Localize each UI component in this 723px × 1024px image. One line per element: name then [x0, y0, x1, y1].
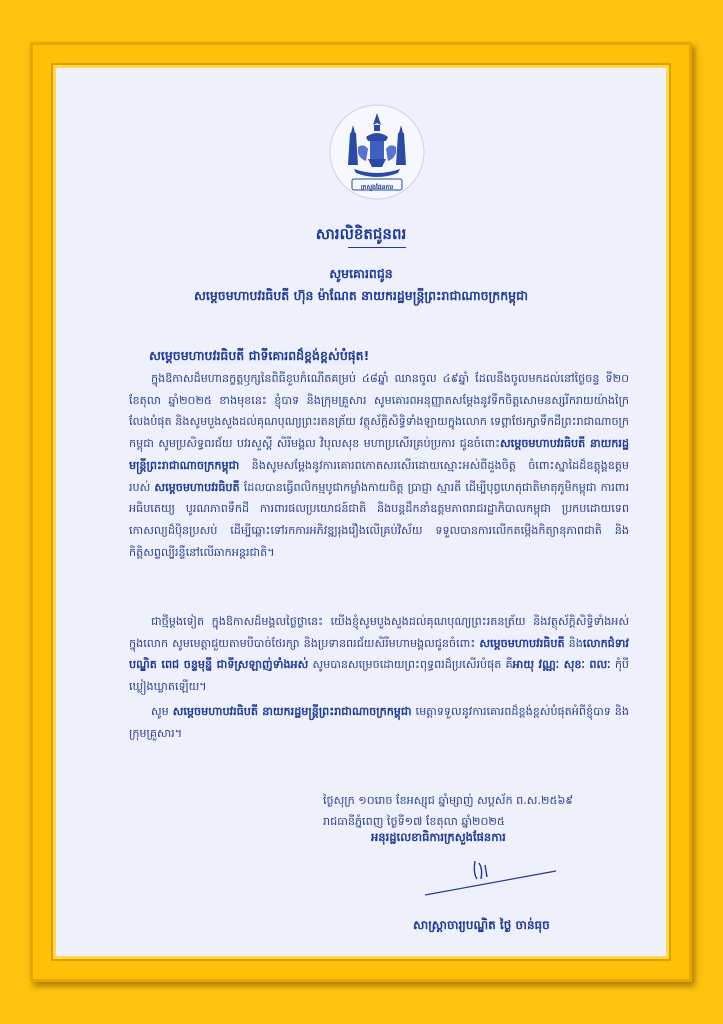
solar-date: រាជធានីភ្នំពេញ ថ្ងៃទី១៧ ខែតុលា ឆ្នាំ២០២៥ — [323, 815, 505, 828]
paragraph-3-text-c: មេត្តាទទួលនូវការគោរពដ៏ខ្ពង់ខ្ពស់បំផុតអំពីខ្ញុំបាទ និងក្រុមគ្រួសារ។ — [129, 705, 629, 740]
paragraph-2 — [129, 611, 629, 698]
paragraph-2-text-a: ជាថ្មីម្ដងទៀត ក្នុងឱកាសដ៏មង្គលថ្លៃថ្លានេះ យើងខ្ញុំសូមបួងសួងដល់គុណបុណ្យព្រះរតនត្រ័យ និងវត្ថុស័ក្ដិសិទ្ធិទាំងអស់ក្នុងលោក សូមមេត្តាជួយតាមបីបាច់ថែរក្សា និងប្រទានពរជ័យសិរីមហាមង្គលជូនចំពោះ — [129, 615, 629, 650]
salutation: សូមគោរពជូន — [329, 266, 393, 281]
date-block — [323, 790, 653, 832]
paragraph-2-bold-name: សម្ដេចមហាបវរធិបតី — [479, 636, 565, 650]
addressee: សម្ដេចមហាបវរធិបតី ហ៊ុន ម៉ាណែត នាយករដ្ឋមន្ត្រីព្រះរាជាណាចក្រកម្ពុជា — [194, 288, 528, 303]
signatory-office: អនុរដ្ឋលេខាធិការក្រសួងផែនការ — [371, 830, 506, 844]
paragraph-1-bold-name: សម្ដេចមហាបវរធិបតី — [154, 480, 240, 494]
gold-outer-frame — [30, 42, 692, 982]
paragraph-2-text-g: កុំបីឃ្លៀងឃ្លាតឡើយ។ — [129, 658, 630, 694]
paragraph-2-bold-spouse: លោកជំទាវបណ្ឌិត ពេជ ចន្ទមុន្នី ជាទីស្រឡាញ់ទាំងអស់ — [129, 636, 629, 672]
paragraph-1-text-a: ក្នុងឱកាសដ៏មហានក្ខត្តឫក្សនៃពិធីខួបកំណើតគម្រប់ ៤៨ឆ្នាំ ឈានចូល ៤៩ឆ្នាំ ដែលនឹងចូលមកដល់នៅថ្ងៃចន្ទ ទី២០ ខែតុលា ឆ្នាំ២០២៥ ខាងមុខនេះ ខ្ញុំបាទ និងក្រុមគ្រួសារ សូមគោរពអនុញ្ញាតសម្ដែងនូវទឹកចិត្តសោមនស្សរីករាយយ៉ាងក្រៃលែងបំផុត និងសូមបួងសួងដល់គុណបុណ្យព្រះរតនត្រ័យ វត្ថុស័ក្ដិសិទ្ធិទាំងឡាយក្នុងលោក ទេព្ដាថែរក្សាទឹកដីព្រះរាជាណាចក្រកម្ពុជា សូមប្រសិទ្ធពរជ័យ បវរសួស្ដី សិរីមង្គល វិបុលសុខ មហាប្រសើរគ្រប់ប្រការ ជូនចំពោះ — [129, 372, 629, 451]
letter-paper — [51, 63, 671, 961]
paragraph-2-bold-blessings: អាយុ វណ្ណៈ សុខៈ ពលៈ — [512, 658, 611, 672]
paragraph-3 — [129, 701, 629, 744]
paragraph-3-bold-title: សម្ដេចមហាបវរធិបតី នាយករដ្ឋមន្ត្រីព្រះរាជាណាចក្រកម្ពុជា — [172, 705, 412, 718]
emblem-caption: ក្រសួងផែនការ — [360, 184, 394, 191]
greeting: សម្ដេចមហាបវរធិបតី ជាទីគោរពដ៏ខ្ពង់ខ្ពស់បំផុត! — [149, 348, 370, 363]
paragraph-1-bold-title: សម្ដេចមហាបវរធិបតី នាយករដ្ឋមន្ត្រីព្រះរាជាណាចក្រកម្ពុជា — [129, 437, 629, 472]
paragraph-1-text-c: និងសូមសម្ដែងនូវការគោរពកោតសរសើរដោយស្មោះអស់ពីដួងចិត្ត ចំពោះស្នាដៃដ៏ឧត្ដុង្គឧត្ដមរបស់ — [129, 458, 629, 494]
paragraph-3-text-a: សូម — [151, 705, 169, 718]
handwritten-signature — [423, 855, 558, 899]
paragraph-2-text-e: សូមបានសម្រេចដោយព្រះពុទ្ធពរដ៏ប្រសើរបំផុត គឺ — [312, 658, 513, 672]
paragraph-1-text-e: ដែលបានធ្វើពលិកម្មបូជាកម្លាំងកាយចិត្ត ប្រាជ្ញា ស្មារតី ដើម្បីបុព្វហេតុជាតិមាតុភូមិកម្ពុជា ការពារអធិបតេយ្យ បូរណភាពទឹកដី ការពារផលប្រយោជន៍ជាតិ និងបន្តដឹកនាំឧត្តមភាពរាជរដ្ឋាភិបាលកម្ពុជា ប្រកបដោយទេពកោសល្យដ៏ប៉ិនប្រសប់ ដើម្បីឆ្ពោះទៅរកការអភិវឌ្ឍរុងរឿងលើគ្រប់វិស័យ ទទួលបានការលើកតម្កើងកិត្យានុភាពជាតិ និងកិត្តិសព្ទល្បីរន្ទឺនៅលើឆាកអន្តរជាតិ។ — [129, 480, 629, 559]
title-underline — [348, 247, 406, 248]
signer-name: សាស្ត្រាចារ្យបណ្ឌិត ថ្ងៃ ចាន់ធុច — [413, 918, 550, 932]
paragraph-2-text-c: និង — [568, 636, 583, 650]
document-title: សារលិខិតជូនពរ — [315, 225, 407, 243]
paragraph-1 — [129, 368, 629, 563]
lunar-date: ថ្ងៃសុក្រ ១០រោច ខែអស្សុជ ឆ្នាំម្សាញ់ សប្តស័ក ព.ស.២៥៦៩ — [323, 794, 574, 807]
